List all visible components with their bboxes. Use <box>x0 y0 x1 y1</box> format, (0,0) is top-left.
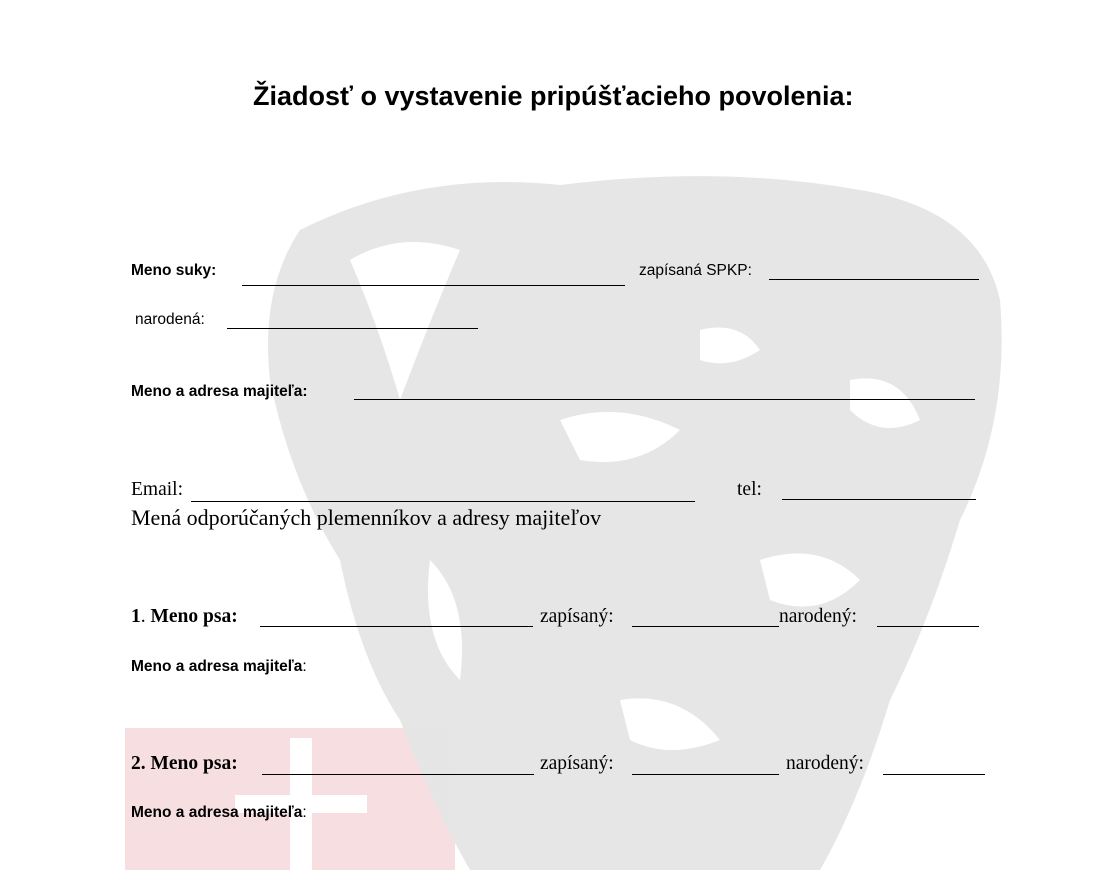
dog-2-registered-field[interactable] <box>632 774 779 775</box>
born-label: narodená: <box>135 311 205 328</box>
dog-1-registered-field[interactable] <box>632 626 779 627</box>
tel-field[interactable] <box>782 499 976 500</box>
email-label: Email: <box>131 479 183 500</box>
dog-2-owner-colon: : <box>302 804 307 821</box>
dog-2-born-label: narodený: <box>786 753 864 774</box>
bitch-name-label: Meno suky: <box>131 262 217 279</box>
dog-2-owner-text: Meno a adresa majiteľa <box>131 804 303 821</box>
registered-spkp-label: zapísaná SPKP: <box>639 262 752 279</box>
dog-2-born-field[interactable] <box>883 774 985 775</box>
dog-1-owner-label <box>131 658 307 676</box>
dog-1-name-field[interactable] <box>260 626 533 627</box>
owner-label: Meno a adresa majiteľa: <box>131 383 308 400</box>
bitch-name-field[interactable] <box>242 285 625 286</box>
dog-1-born-field[interactable] <box>877 626 979 627</box>
dog-1-owner-colon: : <box>302 658 307 675</box>
dog-1-born-label: narodený: <box>779 606 857 627</box>
dog-2-name-text: Meno psa: <box>150 753 238 774</box>
registered-spkp-field[interactable] <box>769 279 979 280</box>
dog-2-registered-label: zapísaný: <box>540 753 614 774</box>
dog-1-registered-label: zapísaný: <box>540 606 614 627</box>
dog-2-name-label <box>131 753 238 775</box>
page-title: Žiadosť o vystavenie pripúšťacieho povolenia: <box>253 81 854 111</box>
tel-label: tel: <box>737 479 762 500</box>
dog-1-number: 1 <box>131 606 141 627</box>
dog-1-name-text: Meno psa: <box>150 606 238 627</box>
dog-2-owner-label <box>131 804 307 822</box>
email-field[interactable] <box>191 501 695 502</box>
born-field[interactable] <box>227 328 478 329</box>
dog-2-name-field[interactable] <box>262 774 534 775</box>
dog-2-number: 2. <box>131 753 146 774</box>
recommended-heading: Mená odporúčaných plemenníkov a adresy majiteľov <box>131 505 602 530</box>
dog-1-owner-text: Meno a adresa majiteľa <box>131 658 303 675</box>
dog-1-name-label: 1. Meno psa: <box>131 606 238 627</box>
owner-field[interactable] <box>354 399 975 400</box>
